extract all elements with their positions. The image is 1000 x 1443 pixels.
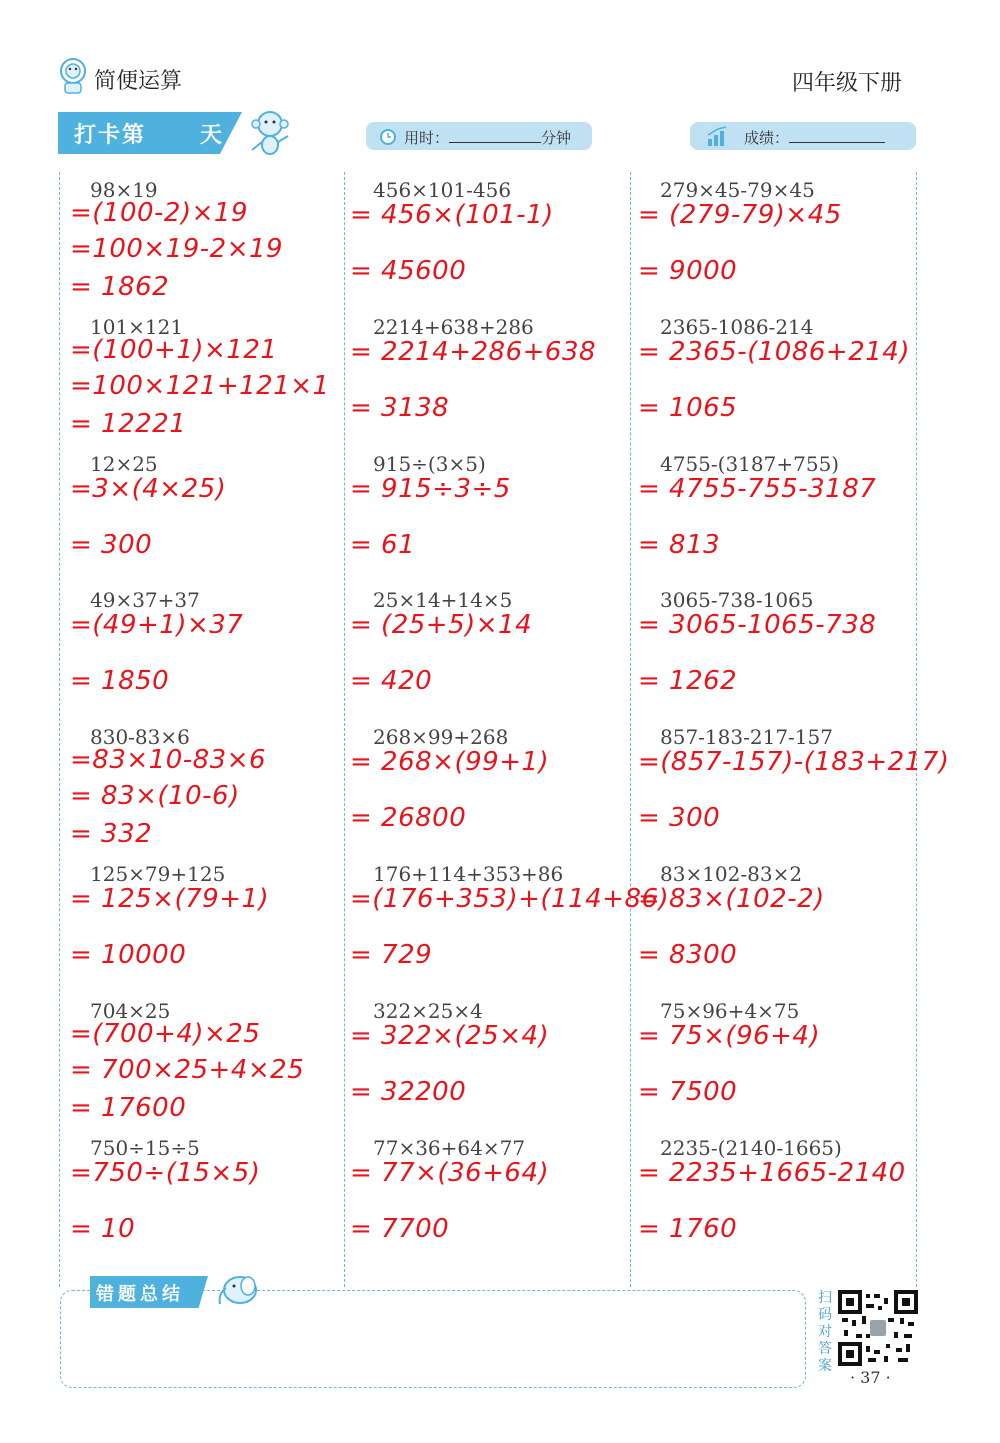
handwritten-step: = 125×(79+1) — [70, 884, 270, 914]
problem-expression: 25×14+14×5 — [373, 588, 513, 613]
problem-expression: 2235-(2140-1665) — [660, 1135, 842, 1160]
handwritten-step: = (279-79)×45 — [638, 200, 842, 230]
problem-expression: 101×121 — [90, 314, 184, 339]
handwritten-step: = 322×(25×4) — [350, 1020, 550, 1051]
problem-expression: 12×25 — [90, 451, 158, 476]
checkin-day-suffix: 天 — [200, 123, 223, 148]
problem-expression: 857-183-217-157 — [660, 725, 833, 750]
scan-answer-label: 扫码对答案 — [818, 1290, 832, 1374]
handwritten-step: = 915÷3÷5 — [350, 473, 511, 504]
handwritten-step: =(857-157)-(183+217) — [638, 747, 950, 778]
handwritten-step: = 10000 — [70, 940, 187, 970]
handwritten-step: =(100+1)×121 — [70, 334, 278, 365]
column-divider-1 — [344, 172, 345, 1287]
problem-expression: 77×36+64×77 — [373, 1135, 526, 1160]
handwritten-step: =100×121+121×1 — [70, 370, 330, 401]
problem-expression: 830-83×6 — [90, 725, 190, 750]
problem-expression: 279×45-79×45 — [660, 178, 815, 202]
time-blank[interactable] — [449, 128, 541, 143]
problem-expression: 125×79+125 — [90, 862, 226, 886]
time-label: 用时： — [404, 129, 450, 147]
handwritten-step: = 17600 — [70, 1092, 187, 1123]
qr-code-icon[interactable] — [838, 1290, 918, 1366]
score-field[interactable] — [744, 127, 885, 148]
problem-expression: 98×19 — [90, 178, 158, 202]
bar-chart-icon — [706, 125, 730, 147]
handwritten-step: = 1760 — [638, 1213, 738, 1244]
handwritten-step: = 32200 — [350, 1076, 467, 1107]
handwritten-step: = 77×(36+64) — [350, 1157, 550, 1188]
handwritten-step: = 2365-(1086+214) — [638, 336, 910, 367]
grade-label: 四年级下册 — [792, 71, 903, 96]
handwritten-step: = 332 — [70, 819, 153, 850]
handwritten-step: = 26800 — [350, 803, 467, 834]
checkin-label: 打卡第 — [74, 123, 147, 148]
problem-expression: 2214+638+286 — [373, 314, 534, 339]
handwritten-step: = 3138 — [350, 392, 450, 423]
handwritten-step: = 2235+1665-2140 — [638, 1157, 906, 1188]
score-blank[interactable] — [789, 128, 885, 143]
handwritten-step: = 83×(10-6) — [70, 781, 240, 812]
handwritten-step: = 83×(102-2) — [638, 884, 825, 914]
column-border-left — [59, 172, 60, 1287]
handwritten-step: = 75×(96+4) — [638, 1020, 821, 1051]
handwritten-step: = (25+5)×14 — [350, 610, 533, 641]
handwritten-step: = 700×25+4×25 — [70, 1054, 305, 1085]
handwritten-step: = 10 — [70, 1213, 136, 1244]
handwritten-step: = 7500 — [638, 1076, 738, 1107]
clock-icon — [378, 126, 398, 146]
handwritten-step: = 1850 — [70, 666, 170, 697]
problem-expression: 2365-1086-214 — [660, 314, 814, 339]
page-title: 简便运算 — [94, 69, 183, 94]
handwritten-step: = 4755-755-3187 — [638, 473, 877, 504]
problem-expression: 176+114+353+86 — [373, 862, 564, 886]
problem-expression: 456×101-456 — [373, 178, 512, 202]
problem-expression: 268×99+268 — [373, 725, 509, 750]
time-field[interactable] — [404, 127, 571, 148]
handwritten-step: = 268×(99+1) — [350, 747, 550, 778]
handwritten-step: = 61 — [350, 529, 416, 560]
handwritten-step: = 8300 — [638, 940, 738, 970]
handwritten-step: =(49+1)×37 — [70, 610, 244, 641]
problem-expression: 3065-738-1065 — [660, 588, 814, 613]
handwritten-step: =(100-2)×19 — [70, 198, 248, 228]
handwritten-step: = 12221 — [70, 408, 187, 439]
page-number: · 37 · — [850, 1368, 891, 1387]
handwritten-step: = 9000 — [638, 256, 738, 286]
handwritten-step: =750÷(15×5) — [70, 1157, 261, 1188]
problem-expression: 4755-(3187+755) — [660, 451, 840, 476]
handwritten-step: = 45600 — [350, 256, 467, 286]
handwritten-step: = 2214+286+638 — [350, 336, 597, 367]
monkey-mascot-icon — [244, 106, 296, 158]
handwritten-step: = 729 — [350, 940, 433, 970]
handwritten-step: = 300 — [70, 529, 153, 560]
problem-expression: 49×37+37 — [90, 588, 200, 613]
elephant-icon — [212, 1270, 264, 1310]
handwritten-step: = 813 — [638, 529, 721, 560]
column-border-right — [916, 172, 917, 1287]
time-unit: 分钟 — [541, 129, 572, 147]
handwritten-step: = 300 — [638, 803, 721, 834]
problem-expression: 83×102-83×2 — [660, 862, 803, 886]
score-label: 成绩： — [744, 129, 790, 147]
problem-expression: 322×25×4 — [373, 998, 483, 1023]
handwritten-step: =3×(4×25) — [70, 473, 227, 504]
problem-expression: 704×25 — [90, 998, 171, 1023]
handwritten-step: = 3065-1065-738 — [638, 610, 877, 641]
handwritten-step: = 1065 — [638, 392, 738, 423]
handwritten-step: = 420 — [350, 666, 433, 697]
problem-expression: 750÷15÷5 — [90, 1135, 200, 1160]
problem-expression: 75×96+4×75 — [660, 998, 800, 1023]
problem-expression: 915÷(3×5) — [373, 451, 486, 476]
lion-logo-icon — [58, 57, 88, 95]
handwritten-step: =100×19-2×19 — [70, 234, 284, 264]
handwritten-step: =(176+353)+(114+86) — [350, 884, 670, 914]
handwritten-step: = 1262 — [638, 666, 738, 697]
column-divider-2 — [630, 172, 631, 1287]
handwritten-step: = 7700 — [350, 1213, 450, 1244]
error-summary-label: 错题总结 — [96, 1284, 184, 1305]
handwritten-step: =83×10-83×6 — [70, 745, 267, 776]
handwritten-step: =(700+4)×25 — [70, 1018, 261, 1049]
handwritten-step: = 1862 — [70, 272, 170, 302]
handwritten-step: = 456×(101-1) — [350, 200, 554, 230]
